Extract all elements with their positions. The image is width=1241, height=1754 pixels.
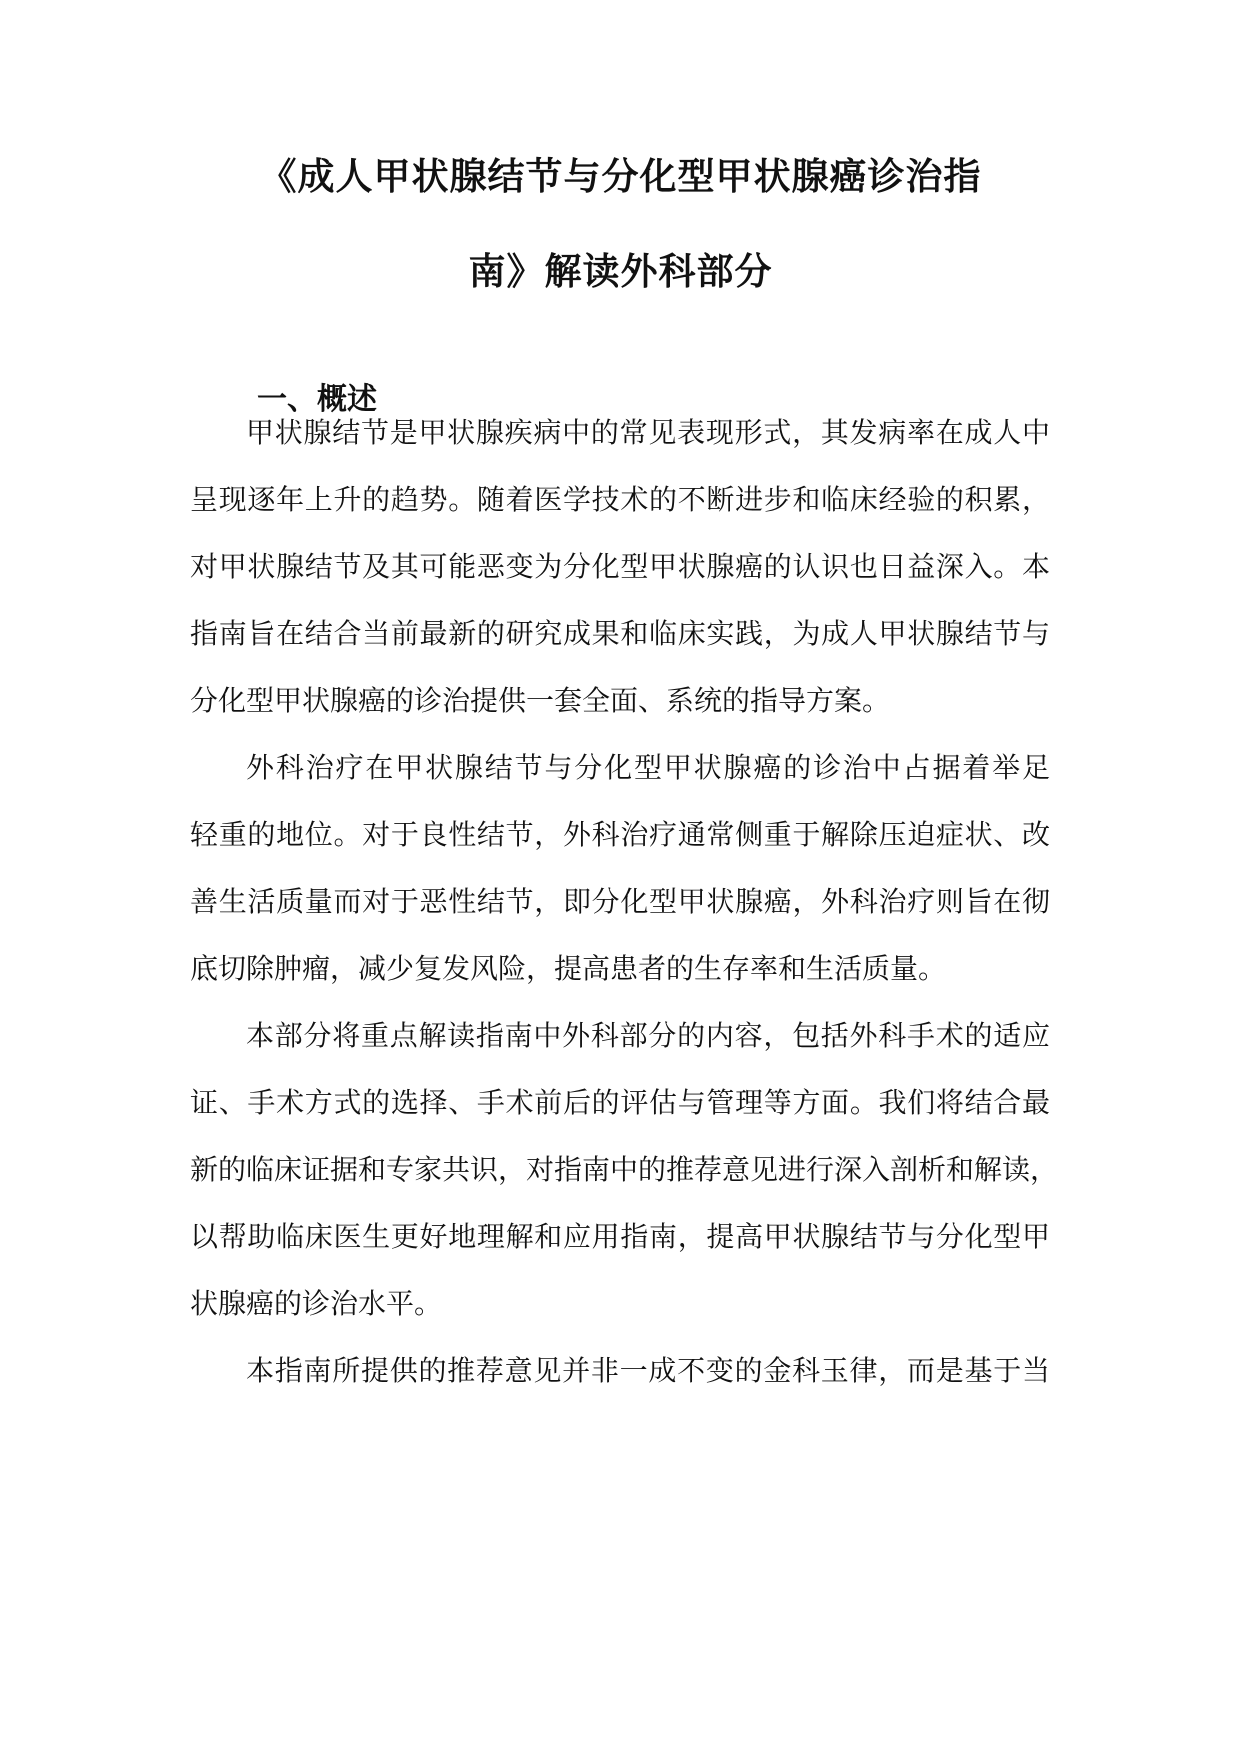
paragraph-3-line-5: 状腺癌的诊治水平。 — [190, 1287, 443, 1320]
paragraph-3-line-4: 以帮助临床医生更好地理解和应用指南，提高甲状腺结节与分化型甲 — [190, 1220, 1050, 1253]
section-heading: 一、概述 — [257, 382, 377, 417]
paragraph-3-line-1: 本部分将重点解读指南中外科部分的内容，包括外科手术的适应 — [246, 1019, 1050, 1052]
document-title-line-1: 《成人甲状腺结节与分化型甲状腺癌诊治指 — [259, 155, 982, 198]
paragraph-1-line-1: 甲状腺结节是甲状腺疾病中的常见表现形式，其发病率在成人中 — [246, 416, 1050, 449]
paragraph-2-line-2: 轻重的地位。对于良性结节，外科治疗通常侧重于解除压迫症状、改 — [190, 818, 1050, 851]
paragraph-3-line-3: 新的临床证据和专家共识，对指南中的推荐意见进行深入剖析和解读， — [190, 1153, 1059, 1186]
paragraph-4-line-1: 本指南所提供的推荐意见并非一成不变的金科玉律，而是基于当 — [246, 1354, 1050, 1387]
paragraph-3-line-2: 证、手术方式的选择、手术前后的评估与管理等方面。我们将结合最 — [190, 1086, 1050, 1119]
paragraph-2-line-1: 外科治疗在甲状腺结节与分化型甲状腺癌的诊治中占据着举足 — [246, 751, 1050, 784]
paragraph-2-line-3: 善生活质量而对于恶性结节，即分化型甲状腺癌，外科治疗则旨在彻 — [190, 885, 1050, 918]
paragraph-1-line-5: 分化型甲状腺癌的诊治提供一套全面、系统的指导方案。 — [190, 684, 891, 717]
document-title-line-2: 南》解读外科部分 — [468, 250, 773, 293]
paragraph-2-line-4: 底切除肿瘤，减少复发风险，提高患者的生存率和生活质量。 — [190, 952, 947, 985]
paragraph-1-line-2: 呈现逐年上升的趋势。随着医学技术的不断进步和临床经验的积累， — [190, 483, 1050, 516]
paragraph-1-line-3: 对甲状腺结节及其可能恶变为分化型甲状腺癌的认识也日益深入。本 — [190, 550, 1050, 583]
paragraph-1-line-4: 指南旨在结合当前最新的研究成果和临床实践，为成人甲状腺结节与 — [190, 617, 1050, 650]
